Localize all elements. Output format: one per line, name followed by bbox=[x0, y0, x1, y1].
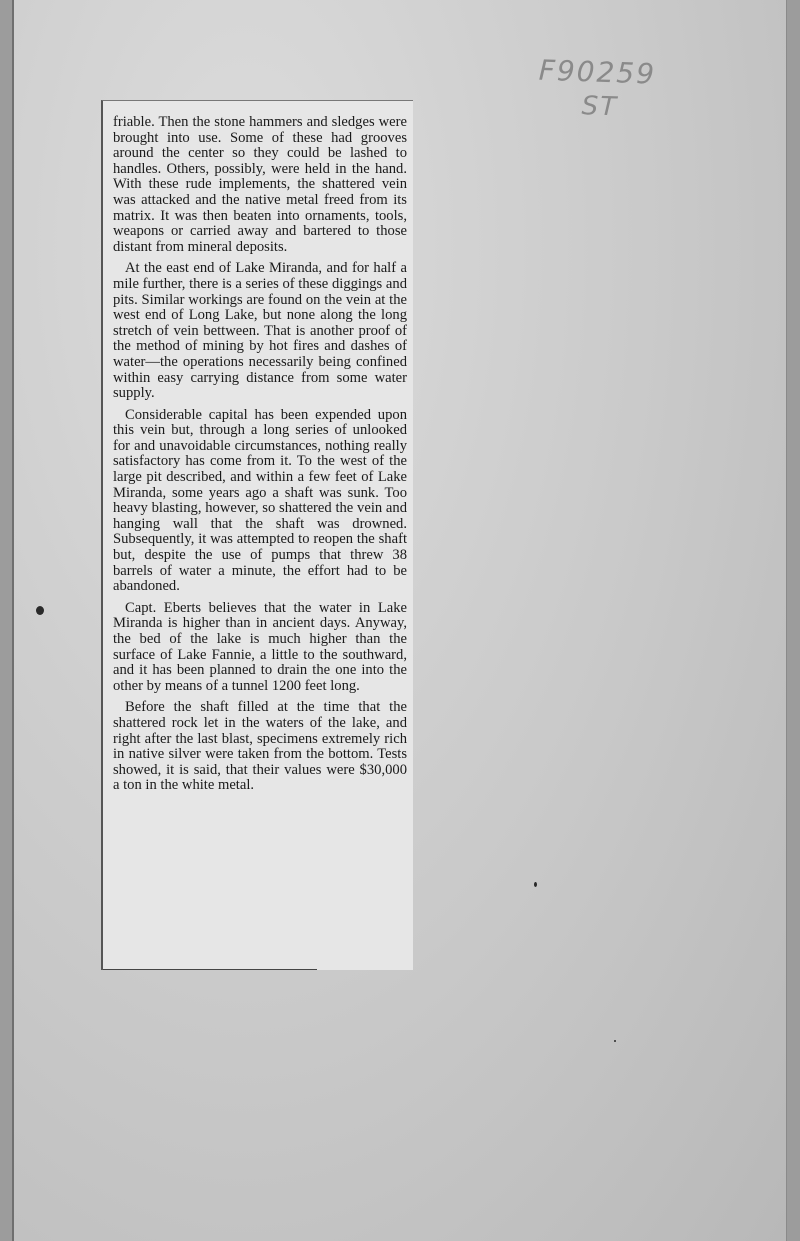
newspaper-clipping bbox=[101, 100, 413, 970]
ink-speck bbox=[614, 1040, 616, 1042]
catalog-number: F90259 bbox=[538, 53, 657, 91]
article-paragraph: Before the shaft filled at the time that the shattered rock let in the waters of the lake, and right after the last blast, specimens extremely rich in native silver were taken from the bottom. Tests showed, it is said, that their values were $30,000 a ton in the white metal. bbox=[113, 699, 407, 794]
article-paragraph: friable. Then the stone hammers and sledges were brought into use. Some of these had grooves around the center so they could be lashed to handles. Others, possibly, were held in the hand. With these rude implements, the shattered vein was attacked and the native metal freed from its matrix. It was then beaten into ornaments, tools, weapons or carried away and bartered to those distant from mineral deposits. bbox=[113, 114, 407, 255]
ink-speck bbox=[36, 606, 44, 615]
clipping-bottom-rule bbox=[103, 969, 317, 970]
handwritten-annotation bbox=[537, 54, 680, 139]
ink-speck bbox=[534, 882, 537, 887]
annotation-code: ST bbox=[581, 91, 619, 123]
article-paragraph: Considerable capital has been expended upon this vein but, through a long series of unlooked for and unavoidable circumstances, nothing really satisfactory has come from it. To the west of the large pit described, and within a few feet of Lake Miranda, some years ago a shaft was sunk. Too heavy blasting, however, so shattered the vein and hanging wall that the shaft was drowned. Subsequently, it was attempted to reopen the shaft but, despite the use of pumps that threw 38 barrels of water a minute, the effort had to be abandoned. bbox=[113, 406, 407, 595]
article-paragraph: Capt. Eberts believes that the water in Lake Miranda is higher than in ancient days. Anyway, the bed of the lake is much higher than the surface of Lake Fannie, a little to the southward, and it has been planned to drain the one into the other by means of a tunnel 1200 feet long. bbox=[113, 599, 407, 694]
article-paragraph: At the east end of Lake Miranda, and for half a mile further, there is a series of these diggings and pits. Similar workings are found on the vein at the west end of Long Lake, but none along the long stretch of vein bettween. That is another proof of the method of mining by hot fires and dashes of water—the operations necessarily being confined within easy carrying distance from some water supply. bbox=[113, 260, 407, 402]
